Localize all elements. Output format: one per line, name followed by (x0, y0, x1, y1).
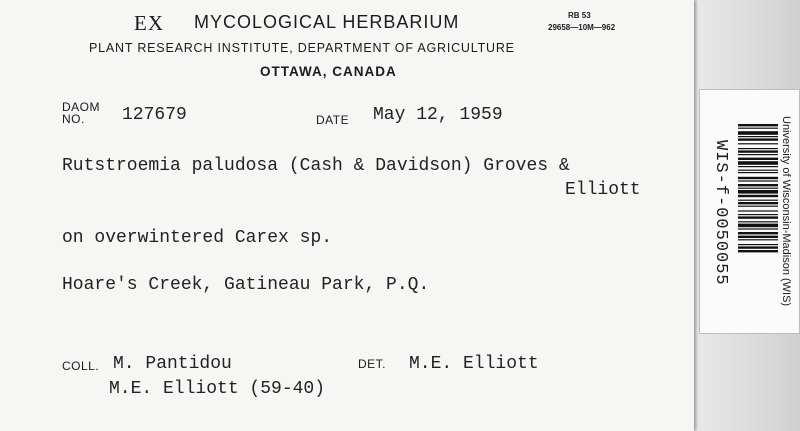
rb-code: RB 53 (568, 11, 591, 20)
no-label: NO. (62, 112, 85, 126)
species-name-line1: Rutstroemia paludosa (Cash & Davidson) Groves & (62, 156, 570, 176)
print-code: 29658—10M—962 (548, 23, 616, 32)
substrate: on overwintered Carex sp. (62, 228, 333, 248)
specimen-number: 127679 (122, 105, 187, 125)
barcode-institution: University of Wisconsin-Madison (WIS) (780, 116, 792, 307)
institute-line: PLANT RESEARCH INSTITUTE, DEPARTMENT OF AGRICULTURE (89, 41, 515, 55)
determiner: M.E. Elliott (409, 354, 539, 374)
barcode-id: WIS-f-0050055 (711, 140, 730, 286)
collector-line1: M. Pantidou (113, 354, 232, 374)
locality: Hoare's Creek, Gatineau Park, P.Q. (62, 275, 430, 295)
herbarium-title: MYCOLOGICAL HERBARIUM (194, 12, 460, 32)
collector-label: COLL. (62, 359, 100, 373)
ex-label: EX (134, 11, 164, 35)
barcode-icon (738, 124, 778, 308)
collector-line2: M.E. Elliott (59-40) (109, 379, 326, 399)
species-name-line2: Elliott (565, 180, 641, 200)
date-label: DATE (316, 113, 350, 127)
daom-label: DAOM (62, 100, 100, 114)
location-line: OTTAWA, CANADA (260, 64, 397, 79)
barcode-label (699, 89, 800, 334)
collection-date: May 12, 1959 (373, 105, 503, 125)
determiner-label: DET. (358, 357, 387, 371)
